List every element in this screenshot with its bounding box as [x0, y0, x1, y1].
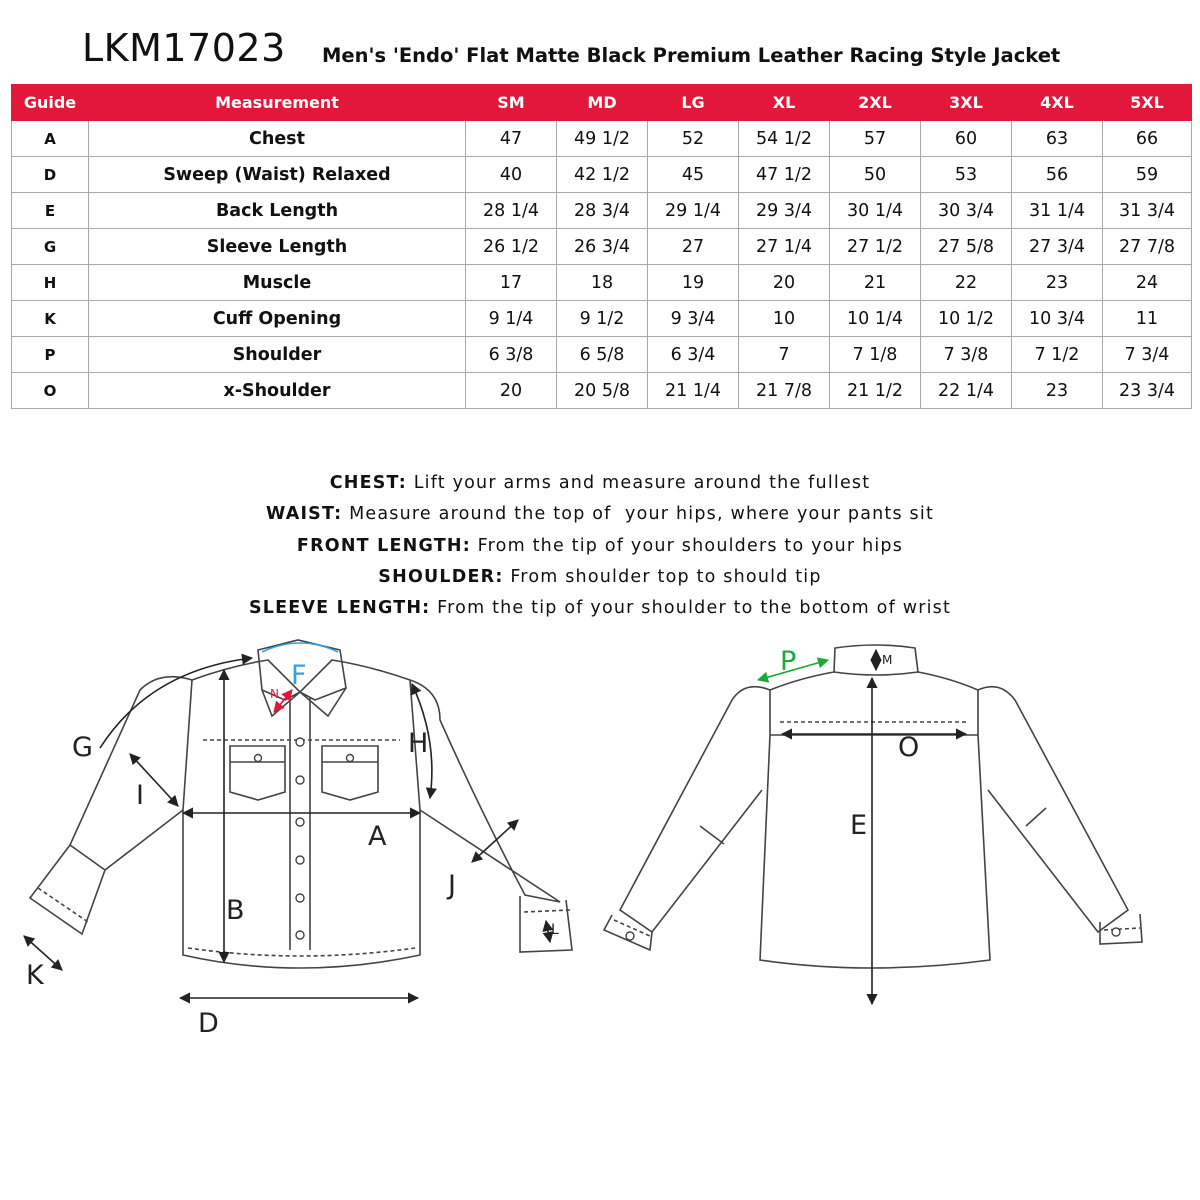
size-value-cell: 59: [1103, 157, 1192, 193]
size-value-cell: 53: [921, 157, 1012, 193]
size-value-cell: 54 1/2: [739, 121, 830, 157]
guide-cell: D: [12, 157, 89, 193]
size-value-cell: 11: [1103, 301, 1192, 337]
table-header-row: [12, 85, 1192, 121]
instruction-label: SLEEVE LENGTH:: [248, 598, 431, 619]
size-value-cell: 20 5/8: [557, 373, 648, 409]
column-header: 2XL: [830, 85, 921, 121]
size-value-cell: 21 1/4: [648, 373, 739, 409]
label-M: M: [882, 653, 893, 667]
measuring-instructions: [0, 468, 1200, 624]
size-value-cell: 21: [830, 265, 921, 301]
front-jacket-buttons: [255, 738, 354, 939]
size-value-cell: 56: [1012, 157, 1103, 193]
size-value-cell: 6 3/4: [648, 337, 739, 373]
label-E: E: [850, 810, 868, 841]
table-row: [12, 121, 1192, 157]
label-L: L: [551, 922, 559, 938]
size-value-cell: 31 1/4: [1012, 193, 1103, 229]
table-row: [12, 229, 1192, 265]
size-value-cell: 7 3/8: [921, 337, 1012, 373]
column-header: SM: [466, 85, 557, 121]
label-B: B: [226, 895, 245, 926]
instruction-waist: [0, 499, 1200, 530]
size-value-cell: 6 5/8: [557, 337, 648, 373]
size-value-cell: 57: [830, 121, 921, 157]
column-header: 4XL: [1012, 85, 1103, 121]
label-O: O: [898, 732, 920, 763]
measurement-cell: Back Length: [89, 193, 466, 229]
table-row: [12, 373, 1192, 409]
instruction-label: WAIST:: [265, 504, 343, 525]
label-I: I: [136, 780, 144, 811]
column-header: LG: [648, 85, 739, 121]
table-row: [12, 265, 1192, 301]
guide-cell: G: [12, 229, 89, 265]
size-value-cell: 52: [648, 121, 739, 157]
instruction-label: CHEST:: [329, 473, 407, 493]
size-value-cell: 27 3/4: [1012, 229, 1103, 265]
size-value-cell: 19: [648, 265, 739, 301]
jacket-measurement-diagram: [0, 630, 1200, 1050]
back-measurement-arrows: [782, 650, 966, 1004]
column-header: MD: [557, 85, 648, 121]
instruction-text: From shoulder top to should tip: [510, 566, 822, 587]
instruction-shoulder: [0, 562, 1200, 593]
guide-cell: O: [12, 373, 89, 409]
size-value-cell: 27 5/8: [921, 229, 1012, 265]
size-value-cell: 10 1/4: [830, 301, 921, 337]
table-row: [12, 301, 1192, 337]
size-value-cell: 6 3/8: [466, 337, 557, 373]
instruction-text: Lift your arms and measure around the fullest: [413, 473, 871, 493]
size-value-cell: 28 3/4: [557, 193, 648, 229]
size-value-cell: 23: [1012, 265, 1103, 301]
column-header: Measurement: [89, 85, 466, 121]
column-header: 5XL: [1103, 85, 1192, 121]
instruction-label: FRONT LENGTH:: [296, 535, 471, 556]
column-header: Guide: [12, 85, 89, 121]
instruction-sleeve-length: [0, 593, 1200, 624]
size-value-cell: 17: [466, 265, 557, 301]
size-value-cell: 7 1/8: [830, 337, 921, 373]
instruction-text: From the tip of your shoulders to your hips: [477, 535, 904, 556]
size-value-cell: 40: [466, 157, 557, 193]
size-value-cell: 24: [1103, 265, 1192, 301]
label-P: P: [780, 646, 797, 677]
table-row: [12, 193, 1192, 229]
size-value-cell: 23 3/4: [1103, 373, 1192, 409]
size-value-cell: 30 3/4: [921, 193, 1012, 229]
size-value-cell: 26 1/2: [466, 229, 557, 265]
size-value-cell: 10: [739, 301, 830, 337]
size-value-cell: 10 1/2: [921, 301, 1012, 337]
page-header: [0, 0, 1200, 84]
size-value-cell: 31 3/4: [1103, 193, 1192, 229]
label-F: F: [291, 660, 307, 691]
size-value-cell: 20: [739, 265, 830, 301]
back-diagram-labels: [780, 646, 919, 841]
size-value-cell: 47: [466, 121, 557, 157]
guide-cell: P: [12, 337, 89, 373]
label-N: N: [270, 687, 279, 701]
size-value-cell: 26 3/4: [557, 229, 648, 265]
size-value-cell: 29 3/4: [739, 193, 830, 229]
measurement-cell: Sweep (Waist) Relaxed: [89, 157, 466, 193]
size-value-cell: 50: [830, 157, 921, 193]
product-title: Men's 'Endo' Flat Matte Black Premium Leather Racing Style Jacket: [322, 44, 1061, 67]
instruction-label: SHOULDER:: [378, 566, 504, 587]
label-K: K: [26, 960, 44, 991]
label-G: G: [72, 732, 93, 763]
label-J: J: [448, 870, 456, 901]
column-header: 3XL: [921, 85, 1012, 121]
measurement-cell: x-Shoulder: [89, 373, 466, 409]
size-value-cell: 23: [1012, 373, 1103, 409]
size-value-cell: 18: [557, 265, 648, 301]
size-value-cell: 63: [1012, 121, 1103, 157]
size-value-cell: 9 1/2: [557, 301, 648, 337]
size-value-cell: 27 7/8: [1103, 229, 1192, 265]
label-D: D: [198, 1008, 219, 1039]
guide-cell: E: [12, 193, 89, 229]
measurement-cell: Sleeve Length: [89, 229, 466, 265]
label-A: A: [368, 821, 387, 852]
size-value-cell: 7 3/4: [1103, 337, 1192, 373]
guide-cell: H: [12, 265, 89, 301]
size-value-cell: 9 3/4: [648, 301, 739, 337]
measurement-cell: Shoulder: [89, 337, 466, 373]
size-value-cell: 42 1/2: [557, 157, 648, 193]
instruction-text: Measure around the top of your hips, where your pants sit: [349, 504, 935, 525]
table-row: [12, 337, 1192, 373]
size-value-cell: 27 1/2: [830, 229, 921, 265]
size-value-cell: 22: [921, 265, 1012, 301]
back-jacket-outline: [604, 645, 1142, 968]
measurement-cell: Muscle: [89, 265, 466, 301]
back-jacket-buttons: [626, 928, 1120, 940]
size-value-cell: 20: [466, 373, 557, 409]
size-value-cell: 29 1/4: [648, 193, 739, 229]
size-value-cell: 28 1/4: [466, 193, 557, 229]
size-value-cell: 27 1/4: [739, 229, 830, 265]
size-value-cell: 21 7/8: [739, 373, 830, 409]
guide-cell: A: [12, 121, 89, 157]
size-value-cell: 66: [1103, 121, 1192, 157]
front-measurement-arrows: [24, 658, 550, 998]
size-value-cell: 60: [921, 121, 1012, 157]
size-value-cell: 7: [739, 337, 830, 373]
measurement-cell: Cuff Opening: [89, 301, 466, 337]
label-H: H: [408, 728, 429, 759]
guide-cell: K: [12, 301, 89, 337]
size-value-cell: 49 1/2: [557, 121, 648, 157]
size-value-cell: 45: [648, 157, 739, 193]
size-value-cell: 30 1/4: [830, 193, 921, 229]
column-header: XL: [739, 85, 830, 121]
instruction-front-length: [0, 531, 1200, 562]
instruction-text: From the tip of your shoulder to the bottom of wrist: [437, 598, 952, 619]
instruction-chest: [0, 468, 1200, 499]
size-chart-table: [11, 84, 1192, 409]
size-value-cell: 7 1/2: [1012, 337, 1103, 373]
product-code: LKM17023: [82, 26, 286, 70]
size-value-cell: 21 1/2: [830, 373, 921, 409]
size-value-cell: 9 1/4: [466, 301, 557, 337]
table-row: [12, 157, 1192, 193]
size-value-cell: 27: [648, 229, 739, 265]
size-value-cell: 22 1/4: [921, 373, 1012, 409]
size-value-cell: 10 3/4: [1012, 301, 1103, 337]
size-value-cell: 47 1/2: [739, 157, 830, 193]
measurement-cell: Chest: [89, 121, 466, 157]
